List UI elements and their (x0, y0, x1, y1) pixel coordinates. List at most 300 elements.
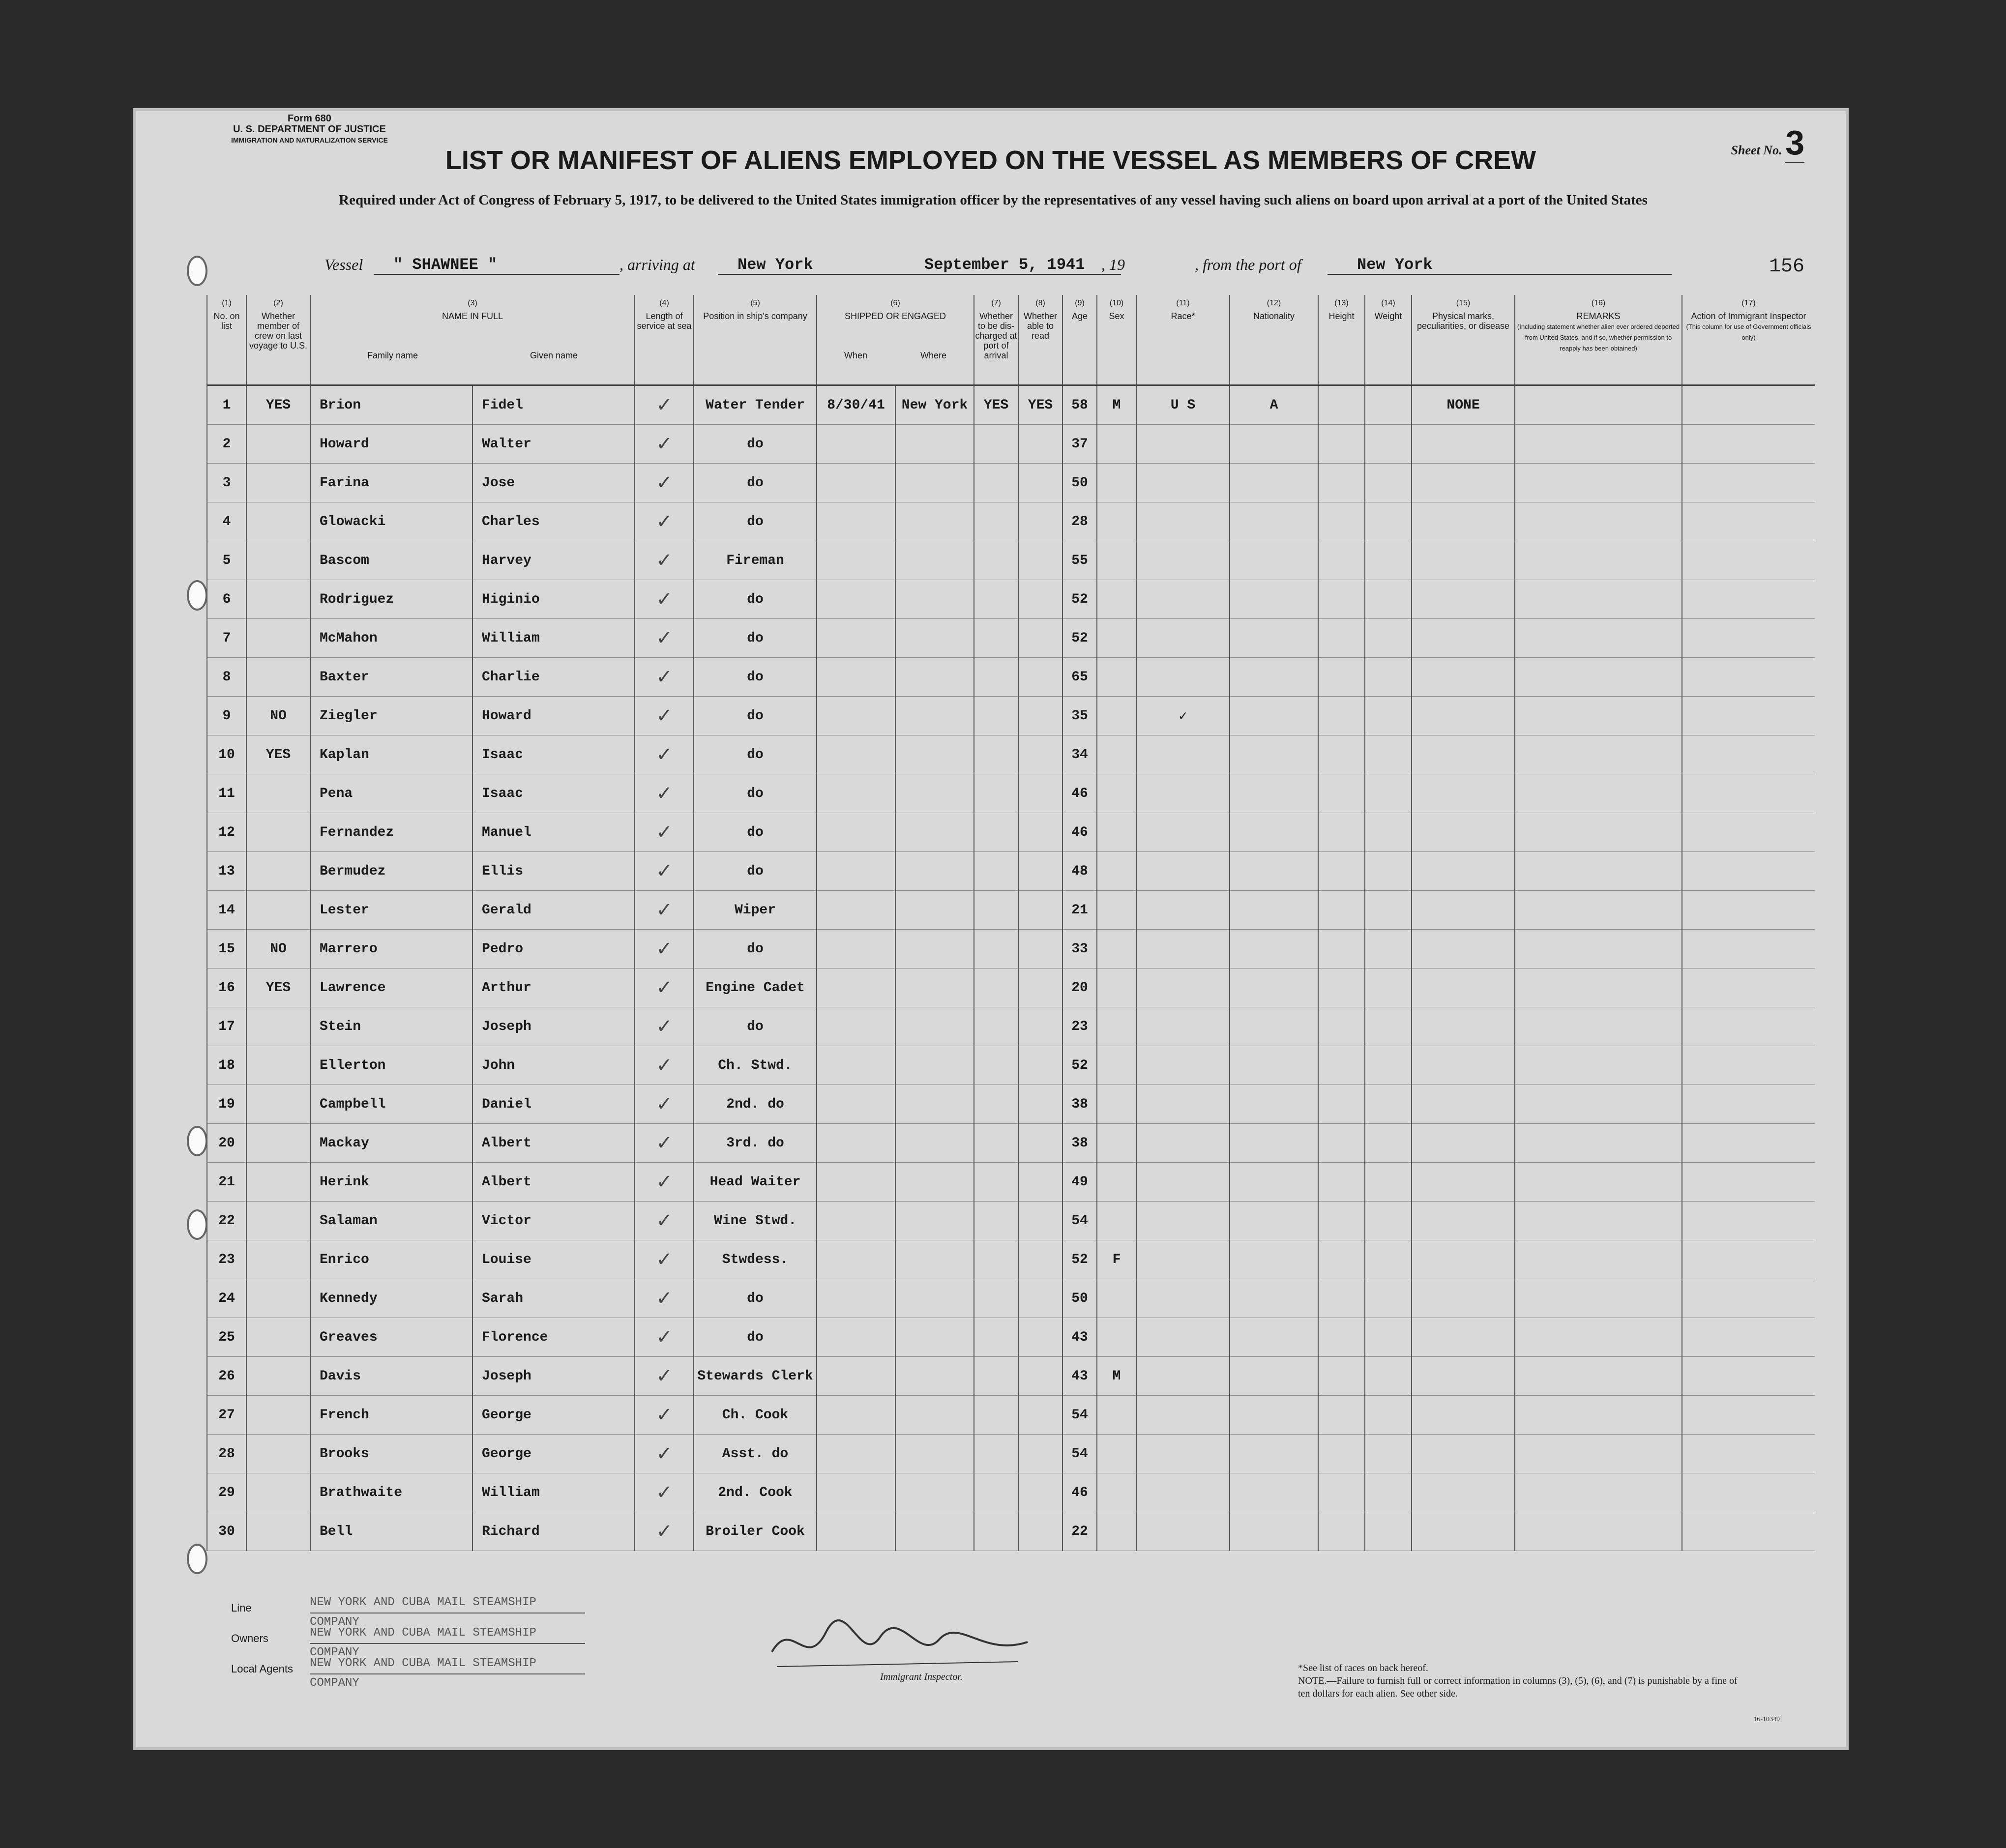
inspector-action-cell (1682, 425, 1815, 464)
shipped-where-cell (895, 1240, 974, 1279)
given-name-cell: William (472, 619, 635, 658)
inspector-action-cell (1682, 502, 1815, 541)
family-name-cell: Bascom (310, 541, 472, 580)
height-cell (1318, 541, 1365, 580)
height-cell (1318, 1279, 1365, 1318)
sex-cell (1097, 774, 1136, 813)
nationality-cell (1230, 1124, 1318, 1163)
able-to-read-cell (1018, 502, 1062, 541)
able-to-read-cell (1018, 425, 1062, 464)
race-cell (1136, 425, 1230, 464)
family-name-cell: Ziegler (310, 697, 472, 735)
shipped-when-cell (817, 1046, 895, 1085)
physical-marks-cell (1412, 1473, 1515, 1512)
service-check-cell: ✓ (635, 1435, 694, 1473)
punch-hole (187, 1209, 207, 1240)
shipped-when-cell (817, 1512, 895, 1551)
position-cell: 2nd. Cook (694, 1473, 817, 1512)
table-row (207, 1396, 1815, 1435)
col-given-name: Given name (530, 351, 578, 360)
department-name: U. S. DEPARTMENT OF JUSTICE (233, 124, 386, 135)
race-cell (1136, 580, 1230, 619)
inspector-action-cell (1682, 580, 1815, 619)
shipped-where-cell (895, 541, 974, 580)
footer-notes (1298, 1662, 1740, 1700)
service-name: IMMIGRATION AND NATURALIZATION SERVICE (231, 136, 388, 144)
family-name-cell: Glowacki (310, 502, 472, 541)
inspector-action-cell (1682, 1124, 1815, 1163)
family-name-cell: Kennedy (310, 1279, 472, 1318)
punch-hole (187, 1126, 207, 1156)
sex-cell (1097, 502, 1136, 541)
sex-cell (1097, 813, 1136, 852)
shipped-when-cell (817, 930, 895, 968)
remarks-cell (1515, 425, 1682, 464)
age-cell: 65 (1062, 658, 1097, 697)
col-no-on-list: (1) No. on list (207, 295, 246, 385)
given-name-cell: Florence (472, 1318, 635, 1357)
physical-marks-cell (1412, 1163, 1515, 1202)
shipped-where-cell (895, 1473, 974, 1512)
table-row (207, 502, 1815, 541)
discharged-cell (974, 813, 1018, 852)
shipped-when-cell (817, 502, 895, 541)
age-cell: 55 (1062, 541, 1097, 580)
weight-cell (1365, 580, 1412, 619)
inspector-action-cell (1682, 774, 1815, 813)
service-check-cell: ✓ (635, 1163, 694, 1202)
sex-cell (1097, 852, 1136, 891)
position-cell: do (694, 464, 817, 502)
position-cell: do (694, 658, 817, 697)
physical-marks-cell (1412, 502, 1515, 541)
nationality-cell (1230, 580, 1318, 619)
shipped-where-cell: New York (895, 385, 974, 425)
nationality-cell: A (1230, 385, 1318, 425)
weight-cell (1365, 1124, 1412, 1163)
col-where: Where (920, 351, 947, 360)
position-cell: Stewards Clerk (694, 1357, 817, 1396)
sex-cell (1097, 658, 1136, 697)
manifest-page (133, 108, 1849, 1750)
nationality-cell (1230, 1512, 1318, 1551)
given-name-cell: Walter (472, 425, 635, 464)
inspector-action-cell (1682, 930, 1815, 968)
nationality-cell (1230, 1085, 1318, 1124)
weight-cell (1365, 1202, 1412, 1240)
nationality-cell (1230, 1240, 1318, 1279)
family-name-cell: Mackay (310, 1124, 472, 1163)
sex-cell (1097, 1124, 1136, 1163)
height-cell (1318, 1163, 1365, 1202)
family-name-cell: Brathwaite (310, 1473, 472, 1512)
shipped-where-cell (895, 1202, 974, 1240)
inspector-action-cell (1682, 1279, 1815, 1318)
sex-cell (1097, 1318, 1136, 1357)
shipped-when-cell (817, 1435, 895, 1473)
race-cell (1136, 774, 1230, 813)
shipped-when-cell (817, 968, 895, 1007)
weight-cell (1365, 930, 1412, 968)
given-name-cell: Charlie (472, 658, 635, 697)
shipped-where-cell (895, 1396, 974, 1435)
race-cell (1136, 852, 1230, 891)
service-check-cell: ✓ (635, 658, 694, 697)
shipped-when-cell (817, 1085, 895, 1124)
last-voyage-cell (246, 1435, 310, 1473)
physical-marks-cell (1412, 891, 1515, 930)
position-cell: do (694, 619, 817, 658)
physical-marks-cell (1412, 930, 1515, 968)
able-to-read-cell (1018, 1240, 1062, 1279)
table-row (207, 1124, 1815, 1163)
shipped-when-cell (817, 1124, 895, 1163)
able-to-read-cell (1018, 1085, 1062, 1124)
nationality-cell (1230, 930, 1318, 968)
discharged-cell (974, 1512, 1018, 1551)
service-check-cell: ✓ (635, 774, 694, 813)
inspector-action-cell (1682, 1007, 1815, 1046)
last-voyage-cell (246, 1318, 310, 1357)
able-to-read-cell: YES (1018, 385, 1062, 425)
remarks-cell (1515, 464, 1682, 502)
service-check-cell: ✓ (635, 619, 694, 658)
age-cell: 54 (1062, 1435, 1097, 1473)
given-name-cell: Charles (472, 502, 635, 541)
col-race: (11) Race* (1136, 295, 1230, 385)
age-cell: 54 (1062, 1202, 1097, 1240)
family-name-cell: Fernandez (310, 813, 472, 852)
table-row (207, 1512, 1815, 1551)
sheet-no: 3 (1785, 123, 1804, 162)
height-cell (1318, 891, 1365, 930)
physical-marks-cell (1412, 774, 1515, 813)
position-cell: Wine Stwd. (694, 1202, 817, 1240)
remarks-cell (1515, 1124, 1682, 1163)
shipped-where-cell (895, 891, 974, 930)
last-voyage-cell (246, 774, 310, 813)
nationality-cell (1230, 1163, 1318, 1202)
shipped-where-cell (895, 1279, 974, 1318)
discharged-cell (974, 1007, 1018, 1046)
weight-cell (1365, 1240, 1412, 1279)
shipped-where-cell (895, 697, 974, 735)
remarks-cell (1515, 580, 1682, 619)
position-cell: do (694, 580, 817, 619)
able-to-read-cell (1018, 813, 1062, 852)
given-name-cell: Fidel (472, 385, 635, 425)
weight-cell (1365, 891, 1412, 930)
age-cell: 21 (1062, 891, 1097, 930)
shipped-where-cell (895, 968, 974, 1007)
shipped-where-cell (895, 464, 974, 502)
height-cell (1318, 1046, 1365, 1085)
race-cell (1136, 502, 1230, 541)
height-cell (1318, 425, 1365, 464)
weight-cell (1365, 774, 1412, 813)
table-row (207, 930, 1815, 968)
given-name-cell: Gerald (472, 891, 635, 930)
weight-cell (1365, 813, 1412, 852)
table-row (207, 1357, 1815, 1396)
given-name-cell: Louise (472, 1240, 635, 1279)
height-cell (1318, 1124, 1365, 1163)
col-length-of-service: (4) Length of service at sea (635, 295, 694, 385)
given-name-cell: John (472, 1046, 635, 1085)
shipped-when-cell (817, 1240, 895, 1279)
remarks-cell (1515, 1163, 1682, 1202)
weight-cell (1365, 502, 1412, 541)
col-nationality: (12) Nationality (1230, 295, 1318, 385)
family-name-cell: Baxter (310, 658, 472, 697)
age-cell: 58 (1062, 385, 1097, 425)
inspector-action-cell (1682, 1202, 1815, 1240)
weight-cell (1365, 1318, 1412, 1357)
last-voyage-cell (246, 502, 310, 541)
row-number-cell: 29 (207, 1473, 246, 1512)
given-name-cell: Victor (472, 1202, 635, 1240)
col-last-voyage: (2) Whether member of crew on last voyage to U.S. (246, 295, 310, 385)
nationality-cell (1230, 1396, 1318, 1435)
given-name-cell: Daniel (472, 1085, 635, 1124)
service-check-cell: ✓ (635, 852, 694, 891)
family-name-cell: Farina (310, 464, 472, 502)
shipped-where-cell (895, 502, 974, 541)
height-cell (1318, 1240, 1365, 1279)
row-number-cell: 15 (207, 930, 246, 968)
discharged-cell (974, 541, 1018, 580)
discharged-cell (974, 1163, 1018, 1202)
table-row (207, 1240, 1815, 1279)
nationality-cell (1230, 968, 1318, 1007)
remarks-cell (1515, 891, 1682, 930)
position-cell: Head Waiter (694, 1163, 817, 1202)
able-to-read-cell (1018, 658, 1062, 697)
row-number-cell: 27 (207, 1396, 246, 1435)
remarks-cell (1515, 1279, 1682, 1318)
age-cell: 48 (1062, 852, 1097, 891)
able-to-read-cell (1018, 1435, 1062, 1473)
race-cell (1136, 1396, 1230, 1435)
table-row (207, 1046, 1815, 1085)
age-cell: 38 (1062, 1124, 1097, 1163)
inspector-action-cell (1682, 1512, 1815, 1551)
nationality-cell (1230, 1007, 1318, 1046)
able-to-read-cell (1018, 930, 1062, 968)
sex-cell (1097, 1007, 1136, 1046)
row-number-cell: 3 (207, 464, 246, 502)
service-check-cell: ✓ (635, 385, 694, 425)
inspector-action-cell (1682, 1318, 1815, 1357)
able-to-read-cell (1018, 774, 1062, 813)
race-cell: U S (1136, 385, 1230, 425)
discharged-cell (974, 774, 1018, 813)
table-row (207, 580, 1815, 619)
height-cell (1318, 1007, 1365, 1046)
given-name-cell: Pedro (472, 930, 635, 968)
col-sex: (10) Sex (1097, 295, 1136, 385)
position-cell: Broiler Cook (694, 1512, 817, 1551)
line-row (231, 1593, 723, 1629)
nationality-cell (1230, 1046, 1318, 1085)
weight-cell (1365, 1396, 1412, 1435)
position-cell: 3rd. do (694, 1124, 817, 1163)
physical-marks-cell (1412, 735, 1515, 774)
shipped-when-cell (817, 425, 895, 464)
weight-cell (1365, 619, 1412, 658)
physical-marks-cell (1412, 813, 1515, 852)
sex-cell (1097, 1046, 1136, 1085)
given-name-cell: Isaac (472, 735, 635, 774)
race-cell (1136, 1357, 1230, 1396)
given-name-cell: George (472, 1396, 635, 1435)
arriving-label: , arriving at (620, 256, 695, 273)
able-to-read-cell (1018, 1396, 1062, 1435)
height-cell (1318, 1085, 1365, 1124)
sex-cell: F (1097, 1240, 1136, 1279)
height-cell (1318, 930, 1365, 968)
table-row (207, 852, 1815, 891)
sex-cell (1097, 541, 1136, 580)
sex-cell (1097, 619, 1136, 658)
age-cell: 46 (1062, 1473, 1097, 1512)
position-cell: 2nd. do (694, 1085, 817, 1124)
nationality-cell (1230, 502, 1318, 541)
race-cell (1136, 813, 1230, 852)
sex-cell (1097, 1202, 1136, 1240)
position-cell: do (694, 930, 817, 968)
table-row (207, 541, 1815, 580)
sheet-label: Sheet No. (1731, 143, 1782, 157)
service-check-cell: ✓ (635, 541, 694, 580)
age-cell: 37 (1062, 425, 1097, 464)
position-cell: do (694, 735, 817, 774)
remarks-cell (1515, 697, 1682, 735)
service-check-cell: ✓ (635, 1046, 694, 1085)
physical-marks-cell (1412, 968, 1515, 1007)
able-to-read-cell (1018, 968, 1062, 1007)
last-voyage-cell (246, 619, 310, 658)
age-cell: 33 (1062, 930, 1097, 968)
height-cell (1318, 1473, 1365, 1512)
position-cell: do (694, 697, 817, 735)
line-value: NEW YORK AND CUBA MAIL STEAMSHIP COMPANY (310, 1593, 585, 1613)
nationality-cell (1230, 1279, 1318, 1318)
height-cell (1318, 1435, 1365, 1473)
inspector-action-cell (1682, 1435, 1815, 1473)
shipped-where-cell (895, 425, 974, 464)
discharged-cell (974, 1435, 1018, 1473)
physical-marks-cell (1412, 1435, 1515, 1473)
shipped-when-cell (817, 697, 895, 735)
last-voyage-cell (246, 1085, 310, 1124)
last-voyage-cell (246, 852, 310, 891)
physical-marks-cell (1412, 464, 1515, 502)
given-name-cell: Jose (472, 464, 635, 502)
weight-cell (1365, 425, 1412, 464)
sex-cell (1097, 1163, 1136, 1202)
physical-marks-cell (1412, 658, 1515, 697)
last-voyage-cell (246, 1279, 310, 1318)
service-check-cell: ✓ (635, 1240, 694, 1279)
able-to-read-cell (1018, 852, 1062, 891)
penalty-note: NOTE.—Failure to furnish full or correct information in columns (3), (5), (6), and (7) is punishable by a fine of ten dollars for each alien. See other side. (1298, 1675, 1738, 1699)
race-cell (1136, 1318, 1230, 1357)
shipped-where-cell (895, 1435, 974, 1473)
remarks-cell (1515, 1007, 1682, 1046)
family-name-cell: McMahon (310, 619, 472, 658)
last-voyage-cell (246, 425, 310, 464)
col-name-in-full: (3) NAME IN FULL Family name Given name (310, 295, 635, 385)
height-cell (1318, 1202, 1365, 1240)
remarks-cell (1515, 774, 1682, 813)
discharged-cell (974, 1124, 1018, 1163)
discharged-cell (974, 1085, 1018, 1124)
inspector-action-cell (1682, 1085, 1815, 1124)
discharged-cell (974, 1396, 1018, 1435)
table-row (207, 735, 1815, 774)
shipped-when-cell (817, 1163, 895, 1202)
age-cell: 52 (1062, 1046, 1097, 1085)
races-note: *See list of races on back hereof. (1298, 1663, 1428, 1673)
race-cell (1136, 1007, 1230, 1046)
height-cell (1318, 852, 1365, 891)
col-shipped-or-engaged: (6) SHIPPED OR ENGAGED When Where (817, 295, 974, 385)
able-to-read-cell (1018, 1279, 1062, 1318)
shipped-where-cell (895, 1357, 974, 1396)
race-cell (1136, 1279, 1230, 1318)
nationality-cell (1230, 735, 1318, 774)
physical-marks-cell (1412, 1046, 1515, 1085)
sex-cell (1097, 968, 1136, 1007)
age-cell: 22 (1062, 1512, 1097, 1551)
nationality-cell (1230, 1202, 1318, 1240)
age-cell: 46 (1062, 774, 1097, 813)
table-row (207, 968, 1815, 1007)
age-cell: 49 (1062, 1163, 1097, 1202)
sex-cell (1097, 1279, 1136, 1318)
discharged-cell (974, 852, 1018, 891)
col-inspector-action: (17) Action of Immigrant Inspector (This column for use of Government officials only) (1682, 295, 1815, 385)
family-name-cell: Greaves (310, 1318, 472, 1357)
remarks-cell (1515, 968, 1682, 1007)
discharged-cell (974, 658, 1018, 697)
given-name-cell: Joseph (472, 1357, 635, 1396)
age-cell: 50 (1062, 1279, 1097, 1318)
inspector-action-cell (1682, 619, 1815, 658)
service-check-cell: ✓ (635, 1473, 694, 1512)
discharged-cell (974, 1473, 1018, 1512)
physical-marks-cell (1412, 1318, 1515, 1357)
discharged-cell (974, 425, 1018, 464)
remarks-cell (1515, 1396, 1682, 1435)
last-voyage-cell (246, 1163, 310, 1202)
able-to-read-cell (1018, 1007, 1062, 1046)
able-to-read-cell (1018, 891, 1062, 930)
row-number-cell: 8 (207, 658, 246, 697)
given-name-cell: William (472, 1473, 635, 1512)
able-to-read-cell (1018, 1512, 1062, 1551)
shipped-when-cell (817, 580, 895, 619)
physical-marks-cell (1412, 1357, 1515, 1396)
shipped-where-cell (895, 1318, 974, 1357)
able-to-read-cell (1018, 1124, 1062, 1163)
sex-cell (1097, 930, 1136, 968)
age-cell: 54 (1062, 1396, 1097, 1435)
row-number-cell: 18 (207, 1046, 246, 1085)
owners-row (231, 1623, 723, 1659)
race-cell (1136, 619, 1230, 658)
